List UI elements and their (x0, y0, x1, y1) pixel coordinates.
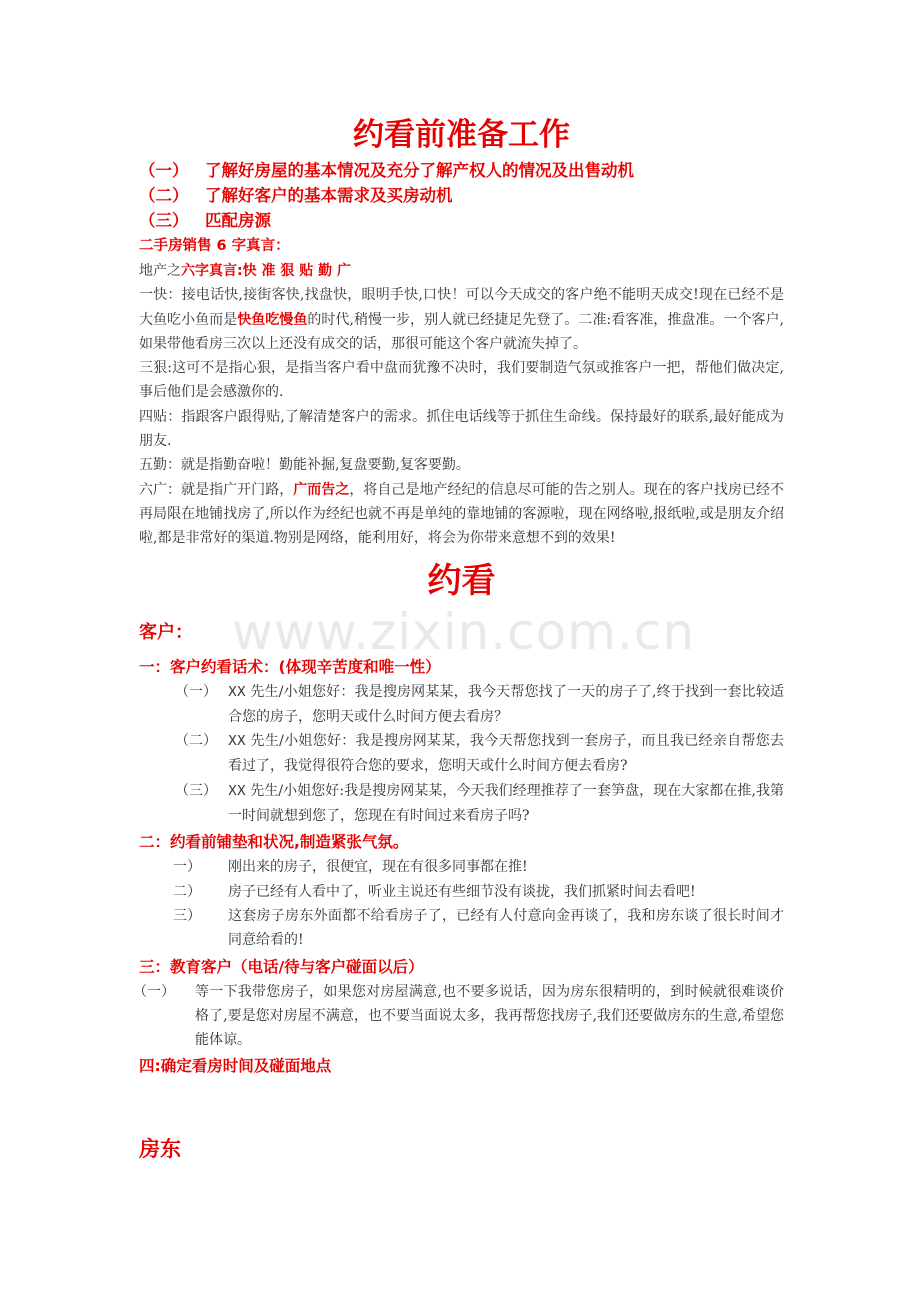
paragraph-hard: 三狠:这可不是指心狠，是指当客户看中盘而犹豫不决时，我们要制造气氛或推客户一把，帮他们做决定,事后他们是会感激你的. (139, 360, 784, 401)
section-heading-4: 四:确定看房时间及碰面地点 (139, 1057, 332, 1076)
prep-item: （二） 了解好客户的基本需求及买房动机 (139, 186, 453, 205)
paragraph-wide: 六广：就是指广开门路，广而告之，将自己是地产经纪的信息尽可能的告之别人。现在的客户找房已经不再局限在地铺找房了,所以作为经纪也就不再是单纯的靠地铺的客源啦，现在网络啦,报纸啦,或是朋友介绍啦,都是非常好的渠道.物别是网络，能利用好，将会为你带来意想不到的效果! (139, 481, 785, 547)
list-item: （二） XX 先生/小姐您好：我是搜房网某某，我今天帮您找到一套房子，而且我已经亲自帮您去看过了，我觉得很符合您的要求，您明天或什么时间方便去看房? (175, 733, 784, 775)
motto-line: 地产之六字真言:快 准 狠 贴 勤 广 (139, 263, 351, 279)
landlord-heading: 房东 (139, 1137, 181, 1161)
document-body (133, 112, 785, 1079)
customer-heading: 客户： (139, 621, 193, 643)
list-item: 二） 房子已经有人看中了，听业主说还有些细节没有谈拢，我们抓紧时间去看吧! (173, 883, 696, 900)
prep-item: （三） 匹配房源 (139, 211, 271, 230)
prep-item: （一） 了解好房屋的基本情况及充分了解产权人的情况及出售动机 (139, 161, 634, 180)
list-item: （三） XX 先生/小姐您好:我是搜房网某某，今天我们经理推荐了一套笋盘，现在大家都在推,我第一时间就想到您了，您现在有时间过来看房子吗? (175, 782, 784, 825)
section-heading-3: 三：教育客户（电话/待与客户碰面以后） (139, 957, 424, 976)
section-title: 约看 (427, 560, 496, 601)
page-title: 约看前准备工作 (353, 117, 570, 153)
motto-heading: 二手房销售 6 字真言： (139, 238, 290, 254)
watermark: www.zixin.com.cn (232, 603, 696, 661)
list-item: （一） 等一下我带您房子，如果您对房屋满意,也不要多说话，因为房东很精明的，到时候就很难谈价格了,要是您对房屋不满意，也不要当面说太多，我再帮您找房子,我们还要做房东的生意,希望您能体谅。 (133, 983, 784, 1049)
paragraph-close: 四贴：指跟客户跟得贴,了解清楚客户的需求。抓住电话线等于抓住生命线。保持最好的联系,最好能成为朋友. (139, 408, 784, 450)
paragraph-diligent: 五勤：就是指勤奋啦！勤能补掘,复盘要勤,复客要勤。 (139, 457, 470, 474)
section-heading-1: 一：客户约看话术：(体现辛苦度和唯一性） (139, 657, 441, 676)
list-item: 三） 这套房子房东外面都不给看房子了，已经有人付意向金再谈了，我和房东谈了很长时间才同意给看的! (173, 907, 784, 949)
section-heading-2: 二：约看前铺垫和状况,制造紧张气氛。 (139, 833, 409, 852)
list-item: 一） 刚出来的房子，很便宜，现在有很多同事都在推! (173, 859, 528, 876)
paragraph-fast: 一快：接电话快,接街客快,找盘快，眼明手快,口快！可以今天成交的客户绝不能明天成交!现在已经不是大鱼吃小鱼而是快鱼吃慢鱼的时代,稍慢一步，别人就已经捷足先登了。二准:看客准，推盘准。一个客户,如果带他看房三次以上还没有成交的话，那很可能这个客户就流失掉了。 (139, 287, 785, 352)
list-item: （一） XX 先生/小姐您好：我是搜房网某某，我今天帮您找了一天的房子了,终于找到一套比较适合您的房子，您明天或什么时间方便去看房？ (175, 683, 784, 725)
